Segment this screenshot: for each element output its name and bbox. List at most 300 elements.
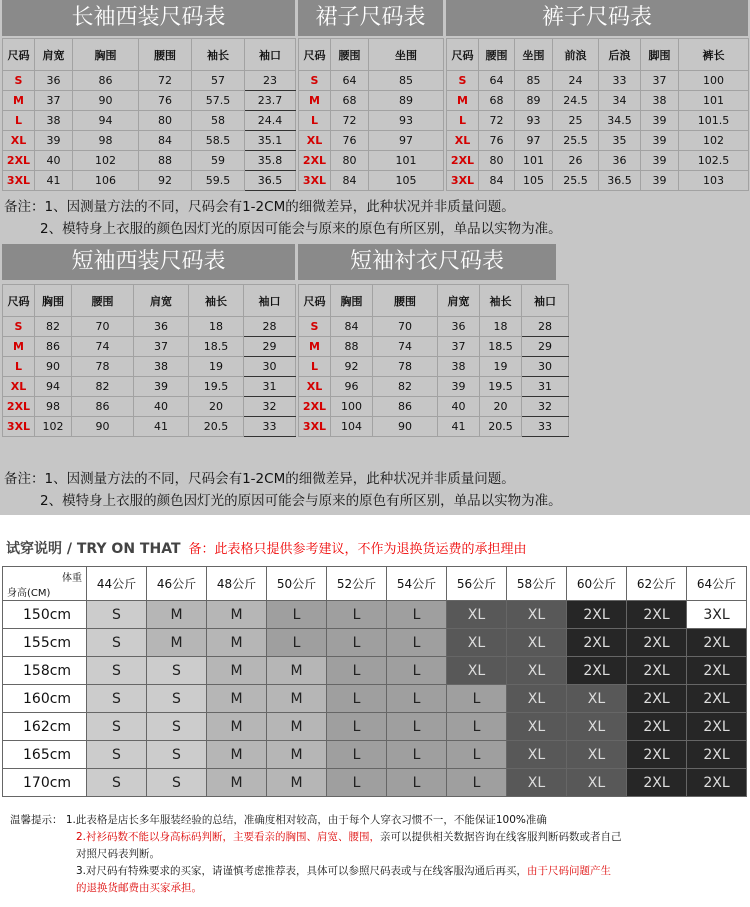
column-header: 袖长 [189, 285, 244, 317]
weight-header: 62公斤 [627, 567, 687, 601]
table-cell: 28 [244, 317, 296, 337]
weight-header: 54公斤 [387, 567, 447, 601]
table-cell: 19 [189, 357, 244, 377]
height-row [3, 629, 747, 657]
size-cell: S [87, 713, 147, 741]
table-cell: 36.5 [245, 171, 296, 191]
height-label: 155cm [3, 629, 87, 657]
table-cell: 102 [679, 131, 749, 151]
table-cell: 74 [72, 337, 134, 357]
size-cell: S [87, 741, 147, 769]
table-cell: 90 [72, 417, 134, 437]
tip-3a: 3.对尺码有特殊要求的买家，请谨慎考虑推荐表，具体可以参照尺码表或与在线客服沟通后再买， [76, 865, 528, 877]
table-cell: 24.5 [553, 91, 599, 111]
table-cell: 20 [189, 397, 244, 417]
table-row [3, 417, 296, 437]
table-row [3, 151, 296, 171]
size-cell: L [387, 601, 447, 629]
size-label: 2XL [447, 151, 479, 171]
size-cell: XL [567, 741, 627, 769]
tip-2a: 2.衬衫码数不能以身高标码判断，主要看亲的胸围、肩宽、腰围， [76, 831, 381, 843]
size-cell: M [207, 657, 267, 685]
table-cell: 94 [35, 377, 72, 397]
table-cell: 80 [139, 111, 192, 131]
table-cell: 90 [35, 357, 72, 377]
table-row [447, 111, 749, 131]
height-label: 150cm [3, 601, 87, 629]
table-cell: 106 [73, 171, 139, 191]
size-cell: S [87, 657, 147, 685]
table-cell: 30 [244, 357, 296, 377]
size-cell: L [447, 713, 507, 741]
table-cell: 103 [679, 171, 749, 191]
table-cell: 18.5 [480, 337, 522, 357]
table-cell: 24 [553, 71, 599, 91]
table-cell: 94 [73, 111, 139, 131]
table-cell: 19.5 [480, 377, 522, 397]
table-cell: 39 [641, 171, 679, 191]
weight-header: 56公斤 [447, 567, 507, 601]
height-row [3, 769, 747, 797]
table-cell: 32 [522, 397, 569, 417]
size-cell: M [207, 741, 267, 769]
table-cell: 33 [244, 417, 296, 437]
table-cell: 88 [331, 337, 373, 357]
column-header: 裤长 [679, 39, 749, 71]
table-cell: 36 [134, 317, 189, 337]
table-row [299, 171, 444, 191]
size-cell: L [327, 769, 387, 797]
table-row [447, 131, 749, 151]
table-cell: 74 [373, 337, 438, 357]
size-cell: L [447, 685, 507, 713]
size-cell: M [267, 769, 327, 797]
weight-header: 48公斤 [207, 567, 267, 601]
column-header: 尺码 [3, 285, 35, 317]
tip-1: 1.此表格是店长多年服装经验的总结，准确度相对较高，由于每个人穿衣习惯不一，不能保证100%准确 [65, 814, 547, 826]
size-label: 3XL [3, 171, 35, 191]
note-line-1: 备注：1、因测量方法的不同，尺码会有1-2CM的细微差异，此种状况并非质量问题。 [4, 199, 515, 215]
weight-header: 58公斤 [507, 567, 567, 601]
table-cell: 82 [373, 377, 438, 397]
size-label: XL [3, 131, 35, 151]
table-cell: 41 [438, 417, 480, 437]
size-cell: S [147, 769, 207, 797]
tip-2b: 亲可以提供相关数据咨询在线客服判断码数或者自己 [380, 831, 622, 843]
size-label: S [3, 317, 35, 337]
size-cell: XL [507, 769, 567, 797]
size-cell: S [147, 713, 207, 741]
table-cell: 105 [515, 171, 553, 191]
size-cell: L [387, 769, 447, 797]
table-cell: 37 [35, 91, 73, 111]
table-cell: 35.8 [245, 151, 296, 171]
table-cell: 36.5 [599, 171, 641, 191]
column-header: 袖口 [522, 285, 569, 317]
table-row [3, 71, 296, 91]
size-cell: M [147, 629, 207, 657]
size-cell: L [327, 713, 387, 741]
table-row [447, 71, 749, 91]
table-cell: 38 [35, 111, 73, 131]
table-cell: 93 [369, 111, 444, 131]
table-cell: 97 [369, 131, 444, 151]
size-cell: XL [567, 685, 627, 713]
weight-header: 44公斤 [87, 567, 147, 601]
size-cell: XL [447, 629, 507, 657]
table-cell: 40 [438, 397, 480, 417]
size-cell: 2XL [627, 657, 687, 685]
table-cell: 89 [369, 91, 444, 111]
column-header: 尺码 [3, 39, 35, 71]
weight-header-row [3, 567, 747, 601]
table-cell: 58.5 [192, 131, 245, 151]
table-row [299, 397, 569, 417]
size-cell: S [87, 601, 147, 629]
size-cell: L [327, 741, 387, 769]
short-shirt-title: 短袖衬衣尺码表 [298, 244, 556, 280]
size-cell: XL [447, 601, 507, 629]
column-header: 袖口 [244, 285, 296, 317]
short-shirt-table [298, 284, 569, 437]
table-cell: 93 [515, 111, 553, 131]
table-cell: 31 [244, 377, 296, 397]
column-header: 肩宽 [134, 285, 189, 317]
column-header: 胸围 [73, 39, 139, 71]
table-row [447, 151, 749, 171]
header-row [3, 39, 296, 71]
size-cell: XL [507, 629, 567, 657]
column-header: 尺码 [447, 39, 479, 71]
note-line-1b: 备注：1、因测量方法的不同，尺码会有1-2CM的细微差异，此种状况并非质量问题。 [4, 471, 515, 487]
size-label: 2XL [3, 151, 35, 171]
size-cell: M [207, 713, 267, 741]
size-cell: L [447, 741, 507, 769]
skirt-table [298, 38, 444, 191]
table-cell: 96 [331, 377, 373, 397]
table-cell: 24.4 [245, 111, 296, 131]
table-cell: 76 [479, 131, 515, 151]
table-cell: 28 [522, 317, 569, 337]
table-cell: 72 [331, 111, 369, 131]
table-cell: 57.5 [192, 91, 245, 111]
table-row [299, 317, 569, 337]
table-cell: 86 [72, 397, 134, 417]
size-cell: XL [567, 769, 627, 797]
size-label: 3XL [447, 171, 479, 191]
table-cell: 78 [72, 357, 134, 377]
table-cell: 39 [641, 131, 679, 151]
size-cell: M [207, 601, 267, 629]
table-row [3, 377, 296, 397]
size-cell: XL [507, 657, 567, 685]
size-label: XL [299, 131, 331, 151]
weight-header: 60公斤 [567, 567, 627, 601]
table-cell: 90 [373, 417, 438, 437]
size-label: M [447, 91, 479, 111]
try-on-heading: 试穿说明 / TRY ON THAT [6, 541, 181, 557]
try-on-title [6, 538, 527, 558]
table-cell: 84 [331, 317, 373, 337]
table-row [3, 397, 296, 417]
table-cell: 20.5 [480, 417, 522, 437]
size-cell: S [147, 685, 207, 713]
table-cell: 101 [515, 151, 553, 171]
column-header: 肩宽 [438, 285, 480, 317]
table-row [3, 337, 296, 357]
table-cell: 78 [373, 357, 438, 377]
table-cell: 68 [479, 91, 515, 111]
table-cell: 97 [515, 131, 553, 151]
height-label: 170cm [3, 769, 87, 797]
column-header: 腰围 [139, 39, 192, 71]
size-cell: 2XL [627, 769, 687, 797]
corner-weight: 体重 [62, 572, 82, 584]
column-header: 尺码 [299, 39, 331, 71]
weight-header: 46公斤 [147, 567, 207, 601]
size-cell: L [327, 657, 387, 685]
table-cell: 39 [641, 111, 679, 131]
size-cell: 2XL [567, 629, 627, 657]
size-cell: 2XL [687, 657, 747, 685]
table-row [299, 337, 569, 357]
size-cell: L [327, 685, 387, 713]
size-label: M [299, 337, 331, 357]
size-label: S [299, 317, 331, 337]
table-cell: 98 [35, 397, 72, 417]
table-cell: 18 [189, 317, 244, 337]
short-suit-title: 短袖西装尺码表 [2, 244, 295, 280]
table-cell: 36 [438, 317, 480, 337]
header-row [447, 39, 749, 71]
table-cell: 102.5 [679, 151, 749, 171]
table-cell: 39 [134, 377, 189, 397]
size-label: XL [3, 377, 35, 397]
size-label: 3XL [299, 171, 331, 191]
table-cell: 40 [134, 397, 189, 417]
table-cell: 20 [480, 397, 522, 417]
size-cell: L [447, 769, 507, 797]
table-cell: 33 [599, 71, 641, 91]
table-cell: 58 [192, 111, 245, 131]
size-label: L [3, 357, 35, 377]
table-cell: 68 [331, 91, 369, 111]
table-cell: 89 [515, 91, 553, 111]
column-header: 腰围 [72, 285, 134, 317]
table-cell: 35 [599, 131, 641, 151]
height-row [3, 657, 747, 685]
warm-tips [10, 812, 740, 897]
short-suit-table [2, 284, 296, 437]
table-cell: 102 [73, 151, 139, 171]
table-cell: 84 [331, 171, 369, 191]
table-cell: 39 [35, 131, 73, 151]
table-row [299, 357, 569, 377]
table-row [3, 317, 296, 337]
table-row [299, 111, 444, 131]
height-label: 165cm [3, 741, 87, 769]
table-row [299, 91, 444, 111]
table-cell: 64 [479, 71, 515, 91]
size-cell: 2XL [627, 601, 687, 629]
size-cell: L [327, 601, 387, 629]
table-row [3, 91, 296, 111]
table-cell: 59.5 [192, 171, 245, 191]
size-label: M [3, 91, 35, 111]
table-cell: 90 [73, 91, 139, 111]
table-cell: 36 [599, 151, 641, 171]
table-cell: 30 [522, 357, 569, 377]
column-header: 胸围 [331, 285, 373, 317]
size-cell: 2XL [567, 601, 627, 629]
height-label: 158cm [3, 657, 87, 685]
size-cell: M [207, 769, 267, 797]
table-cell: 29 [244, 337, 296, 357]
header-row [299, 285, 569, 317]
column-header: 后浪 [599, 39, 641, 71]
table-cell: 19 [480, 357, 522, 377]
height-row [3, 741, 747, 769]
size-label: 3XL [3, 417, 35, 437]
size-cell: L [267, 629, 327, 657]
table-cell: 34 [599, 91, 641, 111]
table-row [3, 357, 296, 377]
table-cell: 100 [679, 71, 749, 91]
table-cell: 36 [35, 71, 73, 91]
table-cell: 101 [369, 151, 444, 171]
table-cell: 59 [192, 151, 245, 171]
table-row [447, 171, 749, 191]
table-row [299, 417, 569, 437]
size-label: L [299, 357, 331, 377]
table-cell: 19.5 [189, 377, 244, 397]
height-row [3, 685, 747, 713]
size-label: S [3, 71, 35, 91]
table-cell: 70 [72, 317, 134, 337]
table-cell: 92 [139, 171, 192, 191]
table-cell: 72 [479, 111, 515, 131]
size-cell: M [267, 657, 327, 685]
size-cell: S [147, 741, 207, 769]
size-label: 2XL [3, 397, 35, 417]
table-cell: 39 [438, 377, 480, 397]
table-cell: 41 [35, 171, 73, 191]
column-header: 坐围 [369, 39, 444, 71]
corner-cell [3, 567, 87, 601]
corner-height: 身高(CM) [7, 587, 51, 599]
skirt-title: 裙子尺码表 [298, 0, 443, 36]
size-cell: 2XL [627, 629, 687, 657]
tip-3c: 的退换货邮费由买家承担。 [76, 882, 202, 894]
table-cell: 101.5 [679, 111, 749, 131]
column-header: 袖口 [245, 39, 296, 71]
size-cell: M [207, 629, 267, 657]
size-label: XL [447, 131, 479, 151]
table-cell: 100 [331, 397, 373, 417]
column-header: 前浪 [553, 39, 599, 71]
table-cell: 76 [331, 131, 369, 151]
table-cell: 40 [35, 151, 73, 171]
size-label: L [3, 111, 35, 131]
column-header: 腰围 [331, 39, 369, 71]
table-cell: 57 [192, 71, 245, 91]
column-header: 腰围 [479, 39, 515, 71]
column-header: 脚围 [641, 39, 679, 71]
header-row [299, 39, 444, 71]
table-cell: 64 [331, 71, 369, 91]
column-header: 胸围 [35, 285, 72, 317]
table-cell: 88 [139, 151, 192, 171]
try-on-grid [2, 566, 747, 797]
height-row [3, 601, 747, 629]
table-row [299, 377, 569, 397]
size-cell: XL [507, 741, 567, 769]
size-cell: 2XL [687, 741, 747, 769]
try-on-disclaimer: 备：此表格只提供参考建议，不作为退换货运费的承担理由 [188, 542, 527, 557]
table-cell: 39 [641, 151, 679, 171]
size-cell: M [207, 685, 267, 713]
table-row [299, 71, 444, 91]
table-cell: 38 [641, 91, 679, 111]
size-label: XL [299, 377, 331, 397]
header-row [3, 285, 296, 317]
size-cell: 2XL [687, 769, 747, 797]
table-cell: 18 [480, 317, 522, 337]
size-cell: L [387, 629, 447, 657]
table-cell: 104 [331, 417, 373, 437]
table-cell: 86 [35, 337, 72, 357]
column-header: 腰围 [373, 285, 438, 317]
table-cell: 101 [679, 91, 749, 111]
size-cell: S [147, 657, 207, 685]
size-cell: 2XL [627, 713, 687, 741]
table-row [3, 131, 296, 151]
table-cell: 23 [245, 71, 296, 91]
table-cell: 105 [369, 171, 444, 191]
table-cell: 86 [73, 71, 139, 91]
weight-header: 64公斤 [687, 567, 747, 601]
table-cell: 82 [35, 317, 72, 337]
height-label: 160cm [3, 685, 87, 713]
size-cell: 2XL [567, 657, 627, 685]
table-cell: 18.5 [189, 337, 244, 357]
size-cell: L [267, 601, 327, 629]
table-cell: 72 [139, 71, 192, 91]
table-row [3, 171, 296, 191]
size-cell: XL [507, 601, 567, 629]
table-row [299, 131, 444, 151]
size-cell: XL [567, 713, 627, 741]
pants-table [446, 38, 749, 191]
table-cell: 84 [139, 131, 192, 151]
size-cell: L [387, 741, 447, 769]
table-cell: 35.1 [245, 131, 296, 151]
table-cell: 34.5 [599, 111, 641, 131]
size-label: M [299, 91, 331, 111]
table-cell: 25.5 [553, 171, 599, 191]
table-cell: 38 [134, 357, 189, 377]
size-cell: XL [507, 685, 567, 713]
table-cell: 80 [479, 151, 515, 171]
size-cell: L [387, 657, 447, 685]
weight-header: 50公斤 [267, 567, 327, 601]
size-label: 3XL [299, 417, 331, 437]
table-row [299, 151, 444, 171]
long-suit-table [2, 38, 296, 191]
size-cell: M [267, 713, 327, 741]
size-cell: S [87, 769, 147, 797]
table-cell: 23.7 [245, 91, 296, 111]
